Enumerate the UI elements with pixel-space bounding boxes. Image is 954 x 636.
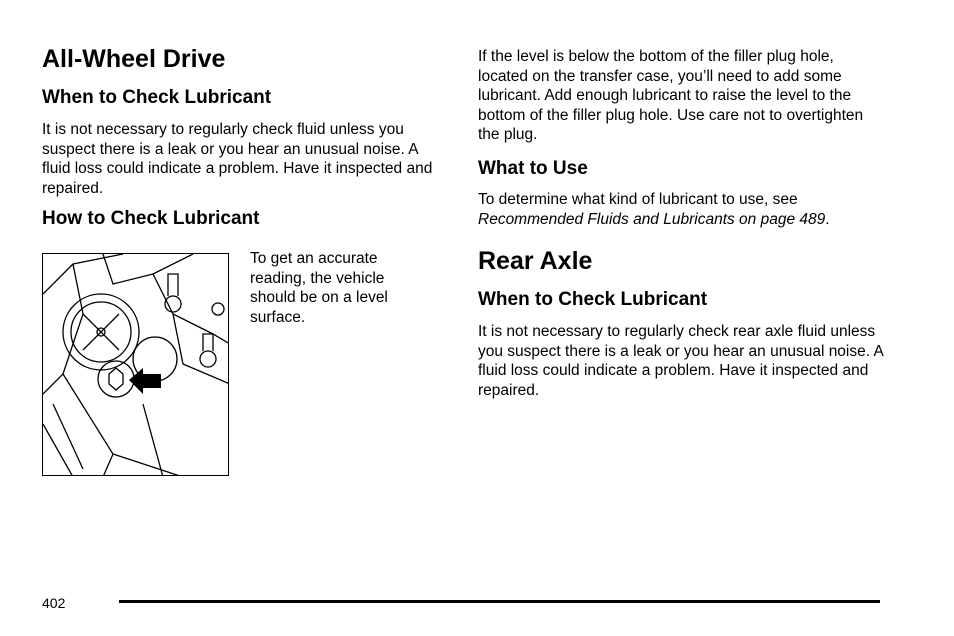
page-number: 402 xyxy=(42,595,66,611)
rear-axle-title: Rear Axle xyxy=(478,247,593,275)
awd-how-heading: How to Check Lubricant xyxy=(42,208,260,229)
what-to-use-intro: To determine what kind of lubricant to use, see xyxy=(478,191,798,208)
awd-when-heading: When to Check Lubricant xyxy=(42,87,272,108)
figure-caption: To get an accurate reading, the vehicle should be on a level surface. xyxy=(250,250,388,326)
what-to-use-period: . xyxy=(825,210,830,228)
awd-when-text: It is not necessary to regularly check fluid unless you suspect there is a leak or you hear an unusual noise. A fluid loss could indicate a problem. Have it inspected and repaired. xyxy=(42,121,433,197)
rear-axle-when-heading: When to Check Lubricant xyxy=(478,289,708,310)
rear-level-text: If the level is below the bottom of the filler plug hole, located on the transfer case, you’ll need to add some lubricant. Add enough lubricant to raise the level to the bottom of the filler plug hole. Use care not to overtighten the plug. xyxy=(478,48,864,144)
all-wheel-drive-title: All-Wheel Drive xyxy=(42,45,226,73)
footer-rule xyxy=(119,600,880,603)
fluids-reference-link[interactable]: Recommended Fluids and Lubricants on page 489 xyxy=(478,210,826,228)
transfer-case-illustration xyxy=(42,253,229,476)
rear-axle-when-text: It is not necessary to regularly check rear axle fluid unless you suspect there is a leak or you hear an unusual noise. A fluid loss could indicate a problem. Have it inspected and repaired. xyxy=(478,323,883,399)
what-to-use-heading: What to Use xyxy=(478,158,588,179)
filler-plug-drawing xyxy=(43,254,229,476)
what-to-use-text xyxy=(478,190,888,229)
